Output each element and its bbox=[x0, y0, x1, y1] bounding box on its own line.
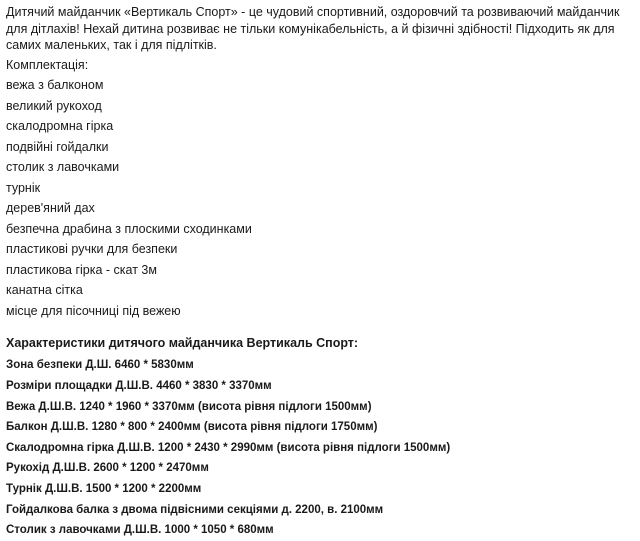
list-item: скалодромна гірка bbox=[6, 119, 114, 134]
spec-item: Скалодромна гірка Д.Ш.В. 1200 * 2430 * 2990мм (висота рівня підлоги 1500мм) bbox=[6, 441, 451, 454]
spec-item: Вежа Д.Ш.В. 1240 * 1960 * 3370мм (висота рівня підлоги 1500мм) bbox=[6, 400, 372, 413]
list-item: безпечна драбина з плоскими сходинками bbox=[6, 221, 252, 236]
spec-item: Столик з лавочками Д.Ш.В. 1000 * 1050 * 680мм bbox=[6, 524, 274, 537]
spec-item: Зона безпеки Д.Ш. 6460 * 5830мм bbox=[6, 359, 194, 372]
list-item: столик з лавочками bbox=[6, 160, 120, 175]
specs-list bbox=[6, 355, 634, 540]
spec-item: Розміри площадки Д.Ш.В. 4460 * 3830 * 3370мм bbox=[6, 379, 272, 392]
list-item: великий рукоход bbox=[6, 98, 102, 113]
list-item: турнік bbox=[6, 180, 41, 195]
parts-list bbox=[6, 75, 634, 321]
spec-item: Балкон Д.Ш.В. 1280 * 800 * 2400мм (висота рівня підлоги 1750мм) bbox=[6, 421, 378, 434]
spec-item: Турнік Д.Ш.В. 1500 * 1200 * 2200мм bbox=[6, 482, 202, 495]
list-item: пластикова гірка - скат 3м bbox=[6, 262, 157, 277]
list-item: пластикові ручки для безпеки bbox=[6, 242, 178, 257]
spec-item: Рукохід Д.Ш.В. 2600 * 1200 * 2470мм bbox=[6, 462, 209, 475]
spec-item: Гойдалкова балка з двома підвісними секціями д. 2200, в. 2100мм bbox=[6, 503, 384, 516]
list-item: місце для пісочниці під вежею bbox=[6, 303, 181, 318]
list-item: дерев'яний дах bbox=[6, 201, 95, 216]
specs-heading: Характеристики дитячого майданчика Вертикаль Спорт: bbox=[6, 336, 359, 351]
parts-label: Комплектація: bbox=[6, 57, 89, 72]
intro-paragraph: Дитячий майданчик «Вертикаль Спорт» - це чудовий спортивний, оздоровчий та розвиваючий майданчик для дітлахів! Нехай дитина розвиває не тільки комунікабельність, а й фізичні здібності! Підходить як для самих маленьких, так і для підлітків. bbox=[6, 5, 620, 53]
list-item: канатна сітка bbox=[6, 283, 83, 298]
list-item: вежа з балконом bbox=[6, 78, 104, 93]
list-item: подвійні гойдалки bbox=[6, 139, 109, 154]
